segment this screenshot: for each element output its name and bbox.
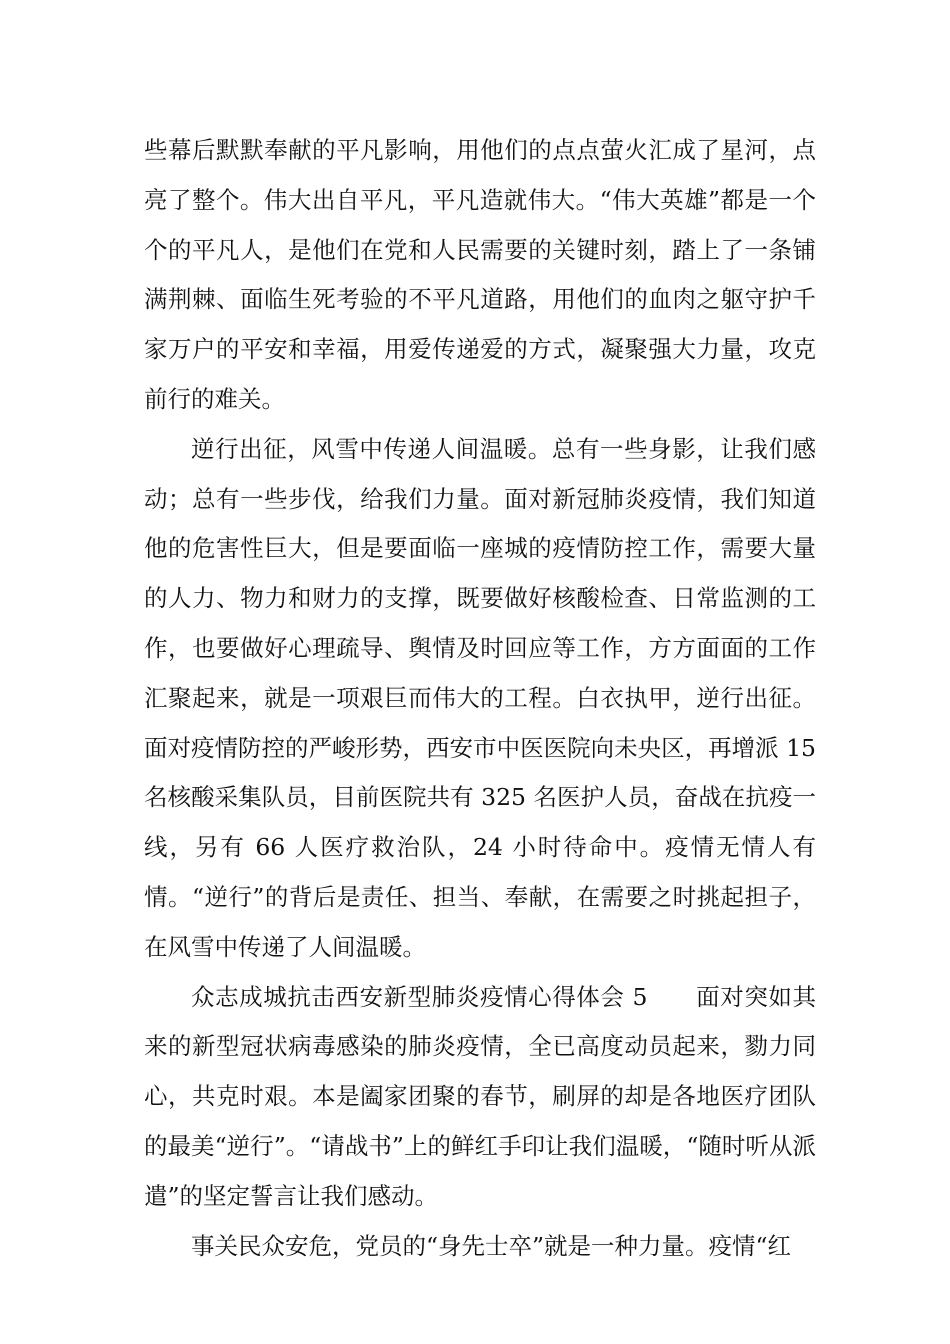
paragraph-4: 事关民众安危，党员的“身先士卒”就是一种力量。疫情“红 — [191, 1231, 792, 1260]
paragraph-3: 众志成城抗击西安新型肺炎疫情心得体会 5 面对突如其来的新型冠状病毒感染的肺炎疫情，全已高度动员起来，勠力同心，共克时艰。本是阖家团聚的春节，刷屏的却是各地医疗团队的最美“逆行”。“请战书”上的鲜红手印让我们温暖，“随时听从派遣”的坚定誓言让我们感动。 — [144, 982, 816, 1210]
paragraph-1: 些幕后默默奉献的平凡影响，用他们的点点萤火汇成了星河，点亮了整个。伟大出自平凡，平凡造就伟大。“伟大英雄”都是一个个的平凡人，是他们在党和人民需要的关键时刻，踏上了一条铺满荆棘、面临生死考验的不平凡道路，用他们的血肉之躯守护千家万户的平安和幸福，用爱传递爱的方式，凝聚强大力量，攻克前行的难关。 — [144, 136, 816, 413]
paragraph-2: 逆行出征，风雪中传递人间温暖。总有一些身影，让我们感动；总有一些步伐，给我们力量。面对新冠肺炎疫情，我们知道他的危害性巨大，但是要面临一座城的疫情防控工作，需要大量的人力、物力和财力的支撑，既要做好核酸检查、日常监测的工作，也要做好心理疏导、舆情及时回应等工作，方方面面的工作汇聚起来，就是一项艰巨而伟大的工程。白衣执甲，逆行出征。面对疫情防控的严峻形势，西安市中医医院向未央区，再增派 15 名核酸采集队员，目前医院共有 325 名医护人员，奋战在抗疫一线，另有 66 人医疗救治队，24 小时待命中。疫情无情人有情。“逆行”的背后是责任、担当、奉献，在需要之时挑起担子，在风雪中传递了人间温暖。 — [144, 434, 816, 961]
body-text — [144, 126, 816, 1271]
